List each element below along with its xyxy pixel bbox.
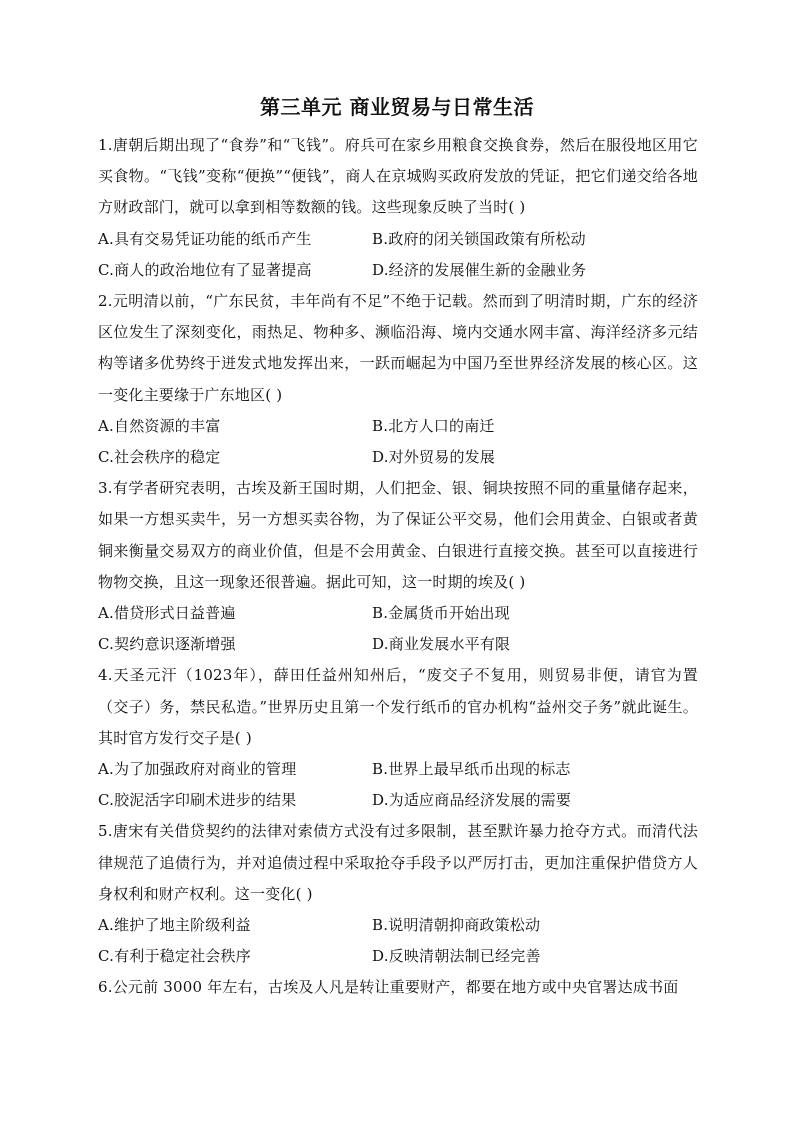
option-b[interactable]: B.金属货币开始出现 [372, 604, 510, 623]
question-text: 公元前 3000 年左右，古埃及人凡是转让重要财产，都要在地方或中央官署达成书面 [112, 978, 679, 997]
option-b[interactable]: B.北方人口的南迁 [372, 416, 495, 435]
option-c[interactable]: C.契约意识逐渐增强 [98, 635, 236, 654]
question-text: 有学者研究表明，古埃及新王国时期，人们把金、银、铜块按照不同的重量储存起来，如果一方想买卖牛，另一方想买卖谷物，为了保证公平交易，他们会用黄金、白银或者黄铜来衡量交易双方的商业价值，但是不会用黄金、白银进行直接交换。甚至可以直接进行物物交换，且这一现象还很普遍。据此可知，这一时期的埃及( ) [98, 479, 698, 591]
question-number: 4. [98, 666, 113, 685]
option-a[interactable]: A.自然资源的丰富 [98, 416, 221, 435]
option-c[interactable]: C.有利于稳定社会秩序 [98, 947, 251, 966]
question-stem [98, 473, 698, 598]
options-grid [98, 224, 698, 286]
question-stem [98, 972, 698, 1003]
option-a[interactable]: A.为了加强政府对商业的管理 [98, 760, 297, 779]
question-number: 6. [98, 978, 113, 997]
question-text: 唐宋有关借贷契约的法律对索债方式没有过多限制，甚至默许暴力抢夺方式。而清代法律规范了追债行为，并对追债过程中采取抢夺手段予以严厉打击，更加注重保护借贷方人身权利和财产权利。这一变化( ) [98, 822, 698, 903]
question-text: 元明清以前，“广东民贫，丰年尚有不足”不绝于记载。然而到了明清时期，广东的经济区位发生了深刻变化，雨热足、物种多、濒临沿海、境内交通水网丰富、海洋经济多元结构等诸多优势终于迸发式地发挥出来，一跃而崛起为中国乃至世界经济发展的核心区。这一变化主要缘于广东地区( ) [98, 292, 698, 404]
option-d[interactable]: D.商业发展水平有限 [372, 635, 511, 654]
options-grid [98, 754, 698, 816]
option-b[interactable]: B.政府的闭关锁国政策有所松动 [372, 229, 586, 248]
options-grid [98, 411, 698, 473]
option-d[interactable]: D.对外贸易的发展 [372, 448, 496, 467]
question-2 [98, 286, 698, 473]
option-d[interactable]: D.经济的发展催生新的金融业务 [372, 260, 587, 279]
option-a[interactable]: A.借贷形式日益普遍 [98, 604, 236, 623]
question-stem [98, 660, 698, 754]
option-c[interactable]: C.商人的政治地位有了显著提高 [98, 260, 312, 279]
option-d[interactable]: D.为适应商品经济发展的需要 [372, 791, 572, 810]
page-title: 第三单元 商业贸易与日常生活 [260, 95, 534, 119]
question-stem [98, 816, 698, 910]
options-grid [98, 598, 698, 660]
option-b[interactable]: B.世界上最早纸币出现的标志 [372, 760, 571, 779]
question-list [98, 130, 698, 1004]
question-1 [98, 130, 698, 286]
option-b[interactable]: B.说明清朝抑商政策松动 [372, 916, 541, 935]
question-number: 2. [98, 292, 113, 311]
option-d[interactable]: D.反映清朝法制已经完善 [372, 947, 541, 966]
question-6 [98, 972, 698, 1003]
option-a[interactable]: A.维护了地主阶级利益 [98, 916, 251, 935]
question-stem [98, 130, 698, 224]
question-3 [98, 473, 698, 660]
question-5 [98, 816, 698, 972]
question-number: 3. [98, 479, 113, 498]
options-grid [98, 910, 698, 972]
question-stem [98, 286, 698, 411]
option-c[interactable]: C.胶泥活字印刷术进步的结果 [98, 791, 297, 810]
question-4 [98, 660, 698, 816]
question-text: 唐朝后期出现了“食券”和“飞钱”。府兵可在家乡用粮食交换食券，然后在服役地区用它买食物。“飞钱”变称“便换”“便钱”，商人在京城购买政府发放的凭证，把它们递交给各地方财政部门，就可以拿到相等数额的钱。这些现象反映了当时( ) [98, 136, 698, 217]
option-c[interactable]: C.社会秩序的稳定 [98, 448, 221, 467]
question-text: 天圣元汗（1023年），薛田任益州知州后，“废交子不复用，则贸易非便，请官为置（交子）务，禁民私造。”世界历史且第一个发行纸币的官办机构“益州交子务”就此诞生。其时官方发行交子是( ) [98, 666, 698, 747]
question-number: 1. [98, 136, 113, 154]
option-a[interactable]: A.具有交易凭证功能的纸币产生 [98, 229, 312, 248]
question-number: 5. [98, 822, 113, 841]
